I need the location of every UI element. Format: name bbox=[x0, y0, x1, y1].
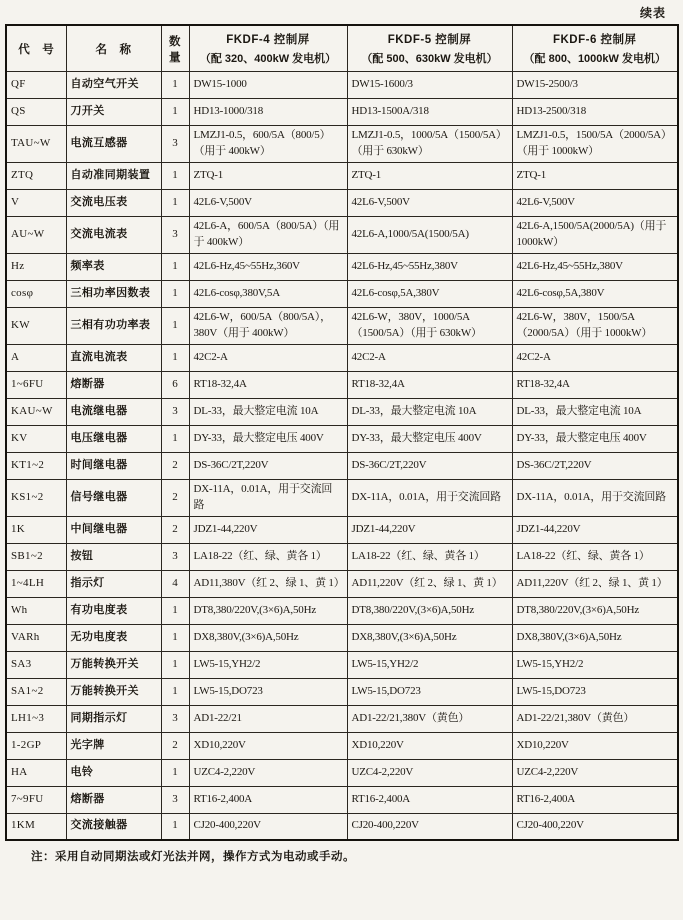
col-header-fkdf4 bbox=[189, 25, 347, 72]
cell-qty: 1 bbox=[161, 72, 189, 99]
cell-fkdf6-spec: 42L6-Hz,45~55Hz,380V bbox=[512, 253, 678, 280]
cell-name: 熔断器 bbox=[66, 786, 161, 813]
table-row bbox=[6, 786, 678, 813]
cell-fkdf5-spec: JDZ1-44,220V bbox=[347, 516, 512, 543]
cell-fkdf5-spec: ZTQ-1 bbox=[347, 162, 512, 189]
cell-code: QS bbox=[6, 99, 66, 126]
table-row bbox=[6, 344, 678, 371]
cell-code: 7~9FU bbox=[6, 786, 66, 813]
table-row bbox=[6, 813, 678, 840]
cell-code: VARh bbox=[6, 624, 66, 651]
cell-fkdf4-spec: 42L6-cosφ,380V,5A bbox=[189, 280, 347, 307]
cell-qty: 1 bbox=[161, 253, 189, 280]
cell-code: ZTQ bbox=[6, 162, 66, 189]
cell-fkdf5-spec: RT18-32,4A bbox=[347, 371, 512, 398]
equipment-table bbox=[5, 24, 679, 841]
cell-fkdf6-spec: DL-33，最大整定电流 10A bbox=[512, 398, 678, 425]
cell-fkdf4-spec: 42L6-W，600/5A（800/5A），380V（用于 400kW） bbox=[189, 307, 347, 344]
cell-fkdf6-spec: 42L6-V,500V bbox=[512, 189, 678, 216]
cell-code: QF bbox=[6, 72, 66, 99]
cell-fkdf6-spec: RT16-2,400A bbox=[512, 786, 678, 813]
cell-fkdf4-spec: ZTQ-1 bbox=[189, 162, 347, 189]
cell-fkdf5-spec: 42L6-cosφ,5A,380V bbox=[347, 280, 512, 307]
cell-fkdf4-spec: DW15-1000 bbox=[189, 72, 347, 99]
cell-fkdf6-spec: LW5-15,DO723 bbox=[512, 678, 678, 705]
cell-qty: 1 bbox=[161, 813, 189, 840]
cell-name: 直流电流表 bbox=[66, 344, 161, 371]
cell-code: 1KM bbox=[6, 813, 66, 840]
table-row bbox=[6, 162, 678, 189]
table-body bbox=[6, 72, 678, 841]
cell-qty: 2 bbox=[161, 479, 189, 516]
cell-qty: 1 bbox=[161, 678, 189, 705]
cell-fkdf5-spec: 42L6-V,500V bbox=[347, 189, 512, 216]
cell-fkdf6-spec: DW15-2500/3 bbox=[512, 72, 678, 99]
cell-fkdf4-spec: 42L6-V,500V bbox=[189, 189, 347, 216]
cell-name: 中间继电器 bbox=[66, 516, 161, 543]
cell-fkdf6-spec: 42L6-W，380V，1500/5A（2000/5A）（用于 1000kW） bbox=[512, 307, 678, 344]
cell-fkdf6-spec: AD11,220V（红 2、绿 1、黄 1） bbox=[512, 570, 678, 597]
cell-code: AU~W bbox=[6, 216, 66, 253]
cell-name: 同期指示灯 bbox=[66, 705, 161, 732]
continued-table-label: 续表 bbox=[639, 6, 666, 20]
cell-fkdf6-spec: XD10,220V bbox=[512, 732, 678, 759]
cell-fkdf6-spec: LMZJ1-0.5，1500/5A（2000/5A）（用于 1000kW） bbox=[512, 126, 678, 163]
cell-code: KW bbox=[6, 307, 66, 344]
cell-fkdf5-spec: 42L6-A,1000/5A(1500/5A) bbox=[347, 216, 512, 253]
cell-fkdf5-spec: DS-36C/2T,220V bbox=[347, 452, 512, 479]
cell-fkdf4-spec: XD10,220V bbox=[189, 732, 347, 759]
cell-fkdf4-spec: AD1-22/21 bbox=[189, 705, 347, 732]
cell-qty: 1 bbox=[161, 344, 189, 371]
cell-fkdf4-spec: RT18-32,4A bbox=[189, 371, 347, 398]
cell-fkdf5-spec: DX-11A，0.01A，用于交流回路 bbox=[347, 479, 512, 516]
table-row bbox=[6, 452, 678, 479]
cell-qty: 3 bbox=[161, 543, 189, 570]
col-header-name: 名 称 bbox=[66, 25, 161, 72]
cell-fkdf6-spec: DY-33，最大整定电压 400V bbox=[512, 425, 678, 452]
table-row bbox=[6, 72, 678, 99]
cell-fkdf6-spec: 42L6-A,1500/5A(2000/5A)（用于 1000kW） bbox=[512, 216, 678, 253]
cell-fkdf5-spec: HD13-1500A/318 bbox=[347, 99, 512, 126]
cell-fkdf4-spec: DX8,380V,(3×6)A,50Hz bbox=[189, 624, 347, 651]
cell-code: A bbox=[6, 344, 66, 371]
cell-fkdf5-spec: AD11,220V（红 2、绿 1、黄 1） bbox=[347, 570, 512, 597]
header-row bbox=[6, 25, 678, 72]
cell-code: 1~4LH bbox=[6, 570, 66, 597]
fkdf5-title: FKDF-5 控制屏 bbox=[387, 34, 472, 46]
table-row bbox=[6, 516, 678, 543]
table-row bbox=[6, 189, 678, 216]
table-row bbox=[6, 126, 678, 163]
cell-name: 三相有功功率表 bbox=[66, 307, 161, 344]
table-row bbox=[6, 624, 678, 651]
fkdf4-title: FKDF-4 控制屏 bbox=[226, 34, 310, 46]
col-header-fkdf6 bbox=[512, 25, 678, 72]
cell-name: 三相功率因数表 bbox=[66, 280, 161, 307]
col-header-code: 代 号 bbox=[6, 25, 66, 72]
cell-name: 万能转换开关 bbox=[66, 678, 161, 705]
cell-qty: 3 bbox=[161, 216, 189, 253]
cell-fkdf6-spec: HD13-2500/318 bbox=[512, 99, 678, 126]
cell-code: Wh bbox=[6, 597, 66, 624]
cell-qty: 1 bbox=[161, 162, 189, 189]
table-row bbox=[6, 307, 678, 344]
cell-fkdf4-spec: AD11,380V（红 2、绿 1、黄 1） bbox=[189, 570, 347, 597]
cell-name: 电流继电器 bbox=[66, 398, 161, 425]
table-row bbox=[6, 253, 678, 280]
cell-code: cosφ bbox=[6, 280, 66, 307]
cell-fkdf5-spec: LMZJ1-0.5，1000/5A（1500/5A）（用于 630kW） bbox=[347, 126, 512, 163]
cell-fkdf6-spec: UZC4-2,220V bbox=[512, 759, 678, 786]
cell-fkdf4-spec: RT16-2,400A bbox=[189, 786, 347, 813]
cell-name: 频率表 bbox=[66, 253, 161, 280]
fkdf6-title: FKDF-6 控制屏 bbox=[552, 34, 637, 46]
cell-fkdf6-spec: DX-11A，0.01A，用于交流回路 bbox=[512, 479, 678, 516]
cell-name: 自动空气开关 bbox=[66, 72, 161, 99]
cell-code: KT1~2 bbox=[6, 452, 66, 479]
cell-name: 光字牌 bbox=[66, 732, 161, 759]
cell-qty: 1 bbox=[161, 651, 189, 678]
cell-fkdf4-spec: HD13-1000/318 bbox=[189, 99, 347, 126]
cell-fkdf5-spec: LW5-15,YH2/2 bbox=[347, 651, 512, 678]
cell-fkdf5-spec: 42L6-Hz,45~55Hz,380V bbox=[347, 253, 512, 280]
cell-code: KV bbox=[6, 425, 66, 452]
cell-qty: 3 bbox=[161, 705, 189, 732]
cell-fkdf5-spec: LA18-22（红、绿、黄各 1） bbox=[347, 543, 512, 570]
cell-fkdf4-spec: 42L6-Hz,45~55Hz,360V bbox=[189, 253, 347, 280]
cell-name: 指示灯 bbox=[66, 570, 161, 597]
cell-qty: 1 bbox=[161, 189, 189, 216]
cell-fkdf6-spec: DT8,380/220V,(3×6)A,50Hz bbox=[512, 597, 678, 624]
cell-code: V bbox=[6, 189, 66, 216]
cell-qty: 1 bbox=[161, 280, 189, 307]
cell-fkdf6-spec: 42C2-A bbox=[512, 344, 678, 371]
cell-name: 电铃 bbox=[66, 759, 161, 786]
cell-name: 无功电度表 bbox=[66, 624, 161, 651]
cell-fkdf5-spec: XD10,220V bbox=[347, 732, 512, 759]
cell-fkdf6-spec: 42L6-cosφ,5A,380V bbox=[512, 280, 678, 307]
cell-fkdf4-spec: LMZJ1-0.5，600/5A（800/5）（用于 400kW） bbox=[189, 126, 347, 163]
table-row bbox=[6, 705, 678, 732]
cell-fkdf5-spec: DW15-1600/3 bbox=[347, 72, 512, 99]
table-row bbox=[6, 371, 678, 398]
cell-fkdf5-spec: RT16-2,400A bbox=[347, 786, 512, 813]
cell-code: HA bbox=[6, 759, 66, 786]
cell-code: 1~6FU bbox=[6, 371, 66, 398]
cell-fkdf4-spec: 42C2-A bbox=[189, 344, 347, 371]
cell-qty: 3 bbox=[161, 786, 189, 813]
cell-code: SA3 bbox=[6, 651, 66, 678]
cell-fkdf6-spec: CJ20-400,220V bbox=[512, 813, 678, 840]
cell-fkdf5-spec: LW5-15,DO723 bbox=[347, 678, 512, 705]
cell-fkdf6-spec: LA18-22（红、绿、黄各 1） bbox=[512, 543, 678, 570]
cell-fkdf4-spec: DX-11A，0.01A，用于交流回路 bbox=[189, 479, 347, 516]
cell-fkdf5-spec: 42L6-W，380V，1000/5A（1500/5A）（用于 630kW） bbox=[347, 307, 512, 344]
cell-fkdf5-spec: CJ20-400,220V bbox=[347, 813, 512, 840]
cell-name: 电压继电器 bbox=[66, 425, 161, 452]
cell-fkdf5-spec: DT8,380/220V,(3×6)A,50Hz bbox=[347, 597, 512, 624]
table-row bbox=[6, 425, 678, 452]
cell-code: 1-2GP bbox=[6, 732, 66, 759]
fkdf6-subtitle: （配 800、1000kW 发电机） bbox=[523, 53, 666, 65]
cell-fkdf4-spec: LW5-15,DO723 bbox=[189, 678, 347, 705]
cell-code: SB1~2 bbox=[6, 543, 66, 570]
col-header-qty: 数量 bbox=[161, 25, 189, 72]
cell-qty: 3 bbox=[161, 398, 189, 425]
footnote: 注：采用自动同期法或灯光法并网，操作方式为电动或手动。 bbox=[31, 851, 355, 863]
table-row bbox=[6, 479, 678, 516]
cell-qty: 3 bbox=[161, 126, 189, 163]
cell-fkdf4-spec: DL-33，最大整定电流 10A bbox=[189, 398, 347, 425]
cell-code: LH1~3 bbox=[6, 705, 66, 732]
cell-code: Hz bbox=[6, 253, 66, 280]
cell-code: KAU~W bbox=[6, 398, 66, 425]
cell-qty: 2 bbox=[161, 516, 189, 543]
cell-fkdf6-spec: RT18-32,4A bbox=[512, 371, 678, 398]
cell-name: 时间继电器 bbox=[66, 452, 161, 479]
cell-fkdf4-spec: UZC4-2,220V bbox=[189, 759, 347, 786]
cell-code: SA1~2 bbox=[6, 678, 66, 705]
table-row bbox=[6, 651, 678, 678]
fkdf5-subtitle: （配 500、630kW 发电机） bbox=[361, 53, 498, 65]
cell-code: KS1~2 bbox=[6, 479, 66, 516]
cell-qty: 1 bbox=[161, 597, 189, 624]
table-row bbox=[6, 678, 678, 705]
cell-fkdf6-spec: DS-36C/2T,220V bbox=[512, 452, 678, 479]
cell-fkdf4-spec: 42L6-A，600/5A（800/5A）（用于 400kW） bbox=[189, 216, 347, 253]
cell-fkdf6-spec: LW5-15,YH2/2 bbox=[512, 651, 678, 678]
cell-name: 万能转换开关 bbox=[66, 651, 161, 678]
cell-qty: 1 bbox=[161, 425, 189, 452]
cell-fkdf4-spec: LA18-22（红、绿、黄各 1） bbox=[189, 543, 347, 570]
table-header bbox=[6, 25, 678, 72]
cell-name: 自动准同期装置 bbox=[66, 162, 161, 189]
cell-fkdf4-spec: JDZ1-44,220V bbox=[189, 516, 347, 543]
cell-qty: 6 bbox=[161, 371, 189, 398]
cell-code: 1K bbox=[6, 516, 66, 543]
cell-fkdf4-spec: DT8,380/220V,(3×6)A,50Hz bbox=[189, 597, 347, 624]
cell-name: 按钮 bbox=[66, 543, 161, 570]
cell-name: 熔断器 bbox=[66, 371, 161, 398]
cell-fkdf4-spec: CJ20-400,220V bbox=[189, 813, 347, 840]
table-row bbox=[6, 597, 678, 624]
cell-fkdf6-spec: AD1-22/21,380V（黄色） bbox=[512, 705, 678, 732]
cell-qty: 1 bbox=[161, 99, 189, 126]
cell-qty: 1 bbox=[161, 307, 189, 344]
cell-qty: 1 bbox=[161, 759, 189, 786]
cell-fkdf5-spec: UZC4-2,220V bbox=[347, 759, 512, 786]
cell-fkdf4-spec: DS-36C/2T,220V bbox=[189, 452, 347, 479]
cell-fkdf5-spec: DY-33，最大整定电压 400V bbox=[347, 425, 512, 452]
table-row bbox=[6, 732, 678, 759]
cell-name: 交流电流表 bbox=[66, 216, 161, 253]
cell-qty: 2 bbox=[161, 732, 189, 759]
cell-fkdf5-spec: AD1-22/21,380V（黄色） bbox=[347, 705, 512, 732]
cell-name: 信号继电器 bbox=[66, 479, 161, 516]
cell-fkdf6-spec: ZTQ-1 bbox=[512, 162, 678, 189]
table-row bbox=[6, 570, 678, 597]
cell-name: 交流接触器 bbox=[66, 813, 161, 840]
cell-qty: 4 bbox=[161, 570, 189, 597]
cell-name: 刀开关 bbox=[66, 99, 161, 126]
cell-fkdf4-spec: LW5-15,YH2/2 bbox=[189, 651, 347, 678]
table-row bbox=[6, 216, 678, 253]
table-row bbox=[6, 99, 678, 126]
table-row bbox=[6, 759, 678, 786]
cell-qty: 2 bbox=[161, 452, 189, 479]
col-header-fkdf5 bbox=[347, 25, 512, 72]
table-row bbox=[6, 398, 678, 425]
fkdf4-subtitle: （配 320、400kW 发电机） bbox=[199, 53, 337, 65]
cell-fkdf5-spec: 42C2-A bbox=[347, 344, 512, 371]
cell-fkdf4-spec: DY-33，最大整定电压 400V bbox=[189, 425, 347, 452]
table-row bbox=[6, 280, 678, 307]
cell-name: 电流互感器 bbox=[66, 126, 161, 163]
cell-code: TAU~W bbox=[6, 126, 66, 163]
cell-fkdf5-spec: DX8,380V,(3×6)A,50Hz bbox=[347, 624, 512, 651]
cell-fkdf6-spec: DX8,380V,(3×6)A,50Hz bbox=[512, 624, 678, 651]
cell-fkdf5-spec: DL-33，最大整定电流 10A bbox=[347, 398, 512, 425]
cell-fkdf6-spec: JDZ1-44,220V bbox=[512, 516, 678, 543]
cell-name: 有功电度表 bbox=[66, 597, 161, 624]
cell-qty: 1 bbox=[161, 624, 189, 651]
cell-name: 交流电压表 bbox=[66, 189, 161, 216]
table-row bbox=[6, 543, 678, 570]
